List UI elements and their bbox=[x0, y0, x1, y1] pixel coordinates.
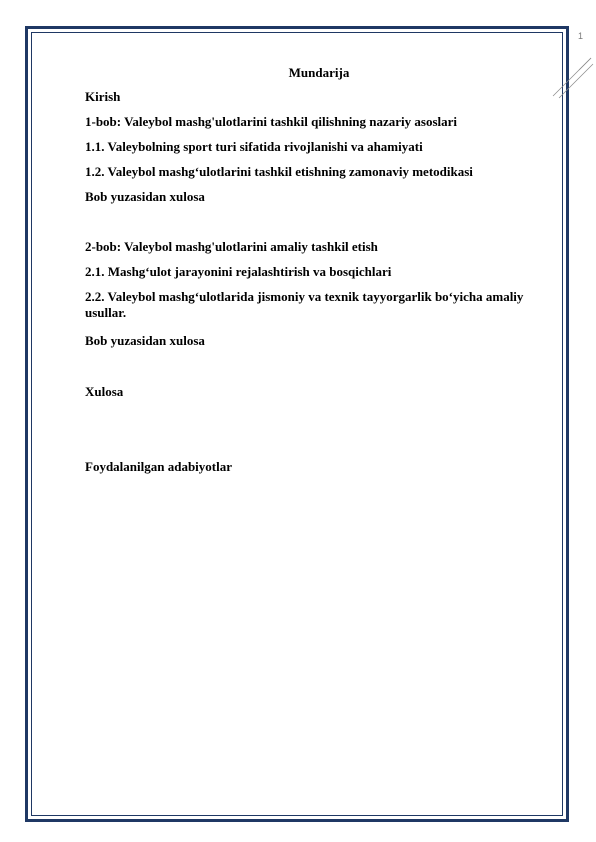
toc-entry-chapter-1: 1-bob: Valeybol mashg'ulotlarini tashkil qilishning nazariy asoslari bbox=[85, 114, 458, 129]
toc-entry-section-1-2: 1.2. Valeybol mashg‘ulotlarini tashkil etishning zamonaviy metodikasi bbox=[85, 164, 473, 179]
toc-entry-section-2-1: 2.1. Mashg‘ulot jarayonini rejalashtirish va bosqichlari bbox=[85, 264, 392, 279]
page-number: 1 bbox=[578, 31, 584, 41]
toc-title: Mundarija bbox=[288, 65, 350, 80]
toc-entry-section-2-2: 2.2. Valeybol mashg‘ulotlarida jismoniy va texnik tayyorgarlik bo‘yicha amaliy usullar. bbox=[85, 289, 524, 320]
toc-entry-section-1-1: 1.1. Valeybolning sport turi sifatida rivojlanishi va ahamiyati bbox=[85, 139, 423, 154]
toc-entry-conclusion: Xulosa bbox=[85, 384, 124, 399]
toc-entry-intro: Kirish bbox=[85, 89, 121, 104]
toc-entry-chapter-2-summary: Bob yuzasidan xulosa bbox=[85, 333, 205, 348]
toc-entry-chapter-1-summary: Bob yuzasidan xulosa bbox=[85, 189, 205, 204]
toc-entry-chapter-2: 2-bob: Valeybol mashg'ulotlarini amaliy tashkil etish bbox=[85, 239, 378, 254]
toc-entry-references: Foydalanilgan adabiyotlar bbox=[85, 459, 232, 474]
